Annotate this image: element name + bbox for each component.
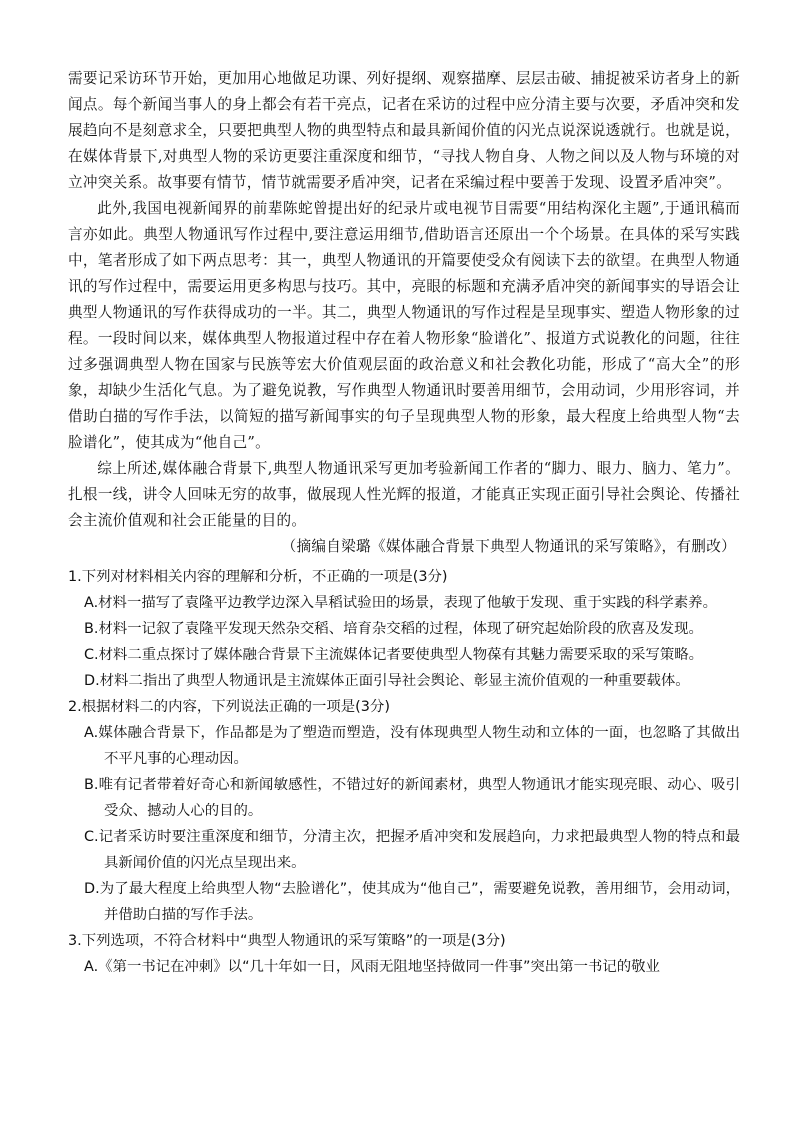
question xyxy=(68,564,740,694)
passage-paragraph: 需要记采访环节开始，更加用心地做足功课、列好提纲、观察描摩、层层击破、捕捉被采访者身上的新闻点。每个新闻当事人的身上都会有若干亮点，记者在采访的过程中应分清主要与次要，矛盾冲突和发展趋向不是刻意求全，只要把典型人物的典型特点和最具新闻价值的闪光点说深说透就行。也就是说，在媒体背景下,对典型人物的采访更要注重深度和细节，“寻找人物自身、人物之间以及人物与环境的对立冲突关系。故事要有情节，情节就需要矛盾冲突，记者在采编过程中要善于发现、设置矛盾冲突”。 xyxy=(68,70,740,191)
answer-option-a[interactable]: A.材料一描写了袁隆平边教学边深入旱稻试验田的场景，表现了他敏于发现、重于实践的科学素养。 xyxy=(84,595,717,611)
exam-page xyxy=(68,66,740,980)
question xyxy=(68,928,740,980)
question-list xyxy=(68,564,740,980)
passage-source: （摘编自梁璐《媒体融合背景下典型人物通讯的采写策略》，有删改） xyxy=(281,538,736,555)
answer-option-a[interactable]: A.媒体融合背景下，作品都是为了塑造而塑造，没有体现典型人物生动和立体的一面，也忽略了其做出不平凡事的心理动因。 xyxy=(84,725,740,767)
question xyxy=(68,694,740,928)
answer-option-b[interactable]: B.唯有记者带着好奇心和新闻敏感性，不错过好的新闻素材，典型人物通讯才能实现亮眼、动心、吸引受众、撼动人心的目的。 xyxy=(84,777,740,819)
answer-option-d[interactable]: D.为了最大程度上给典型人物“去脸谱化”，使其成为“他自己”，需要避免说教，善用细节，会用动词，并借助白描的写作手法。 xyxy=(84,881,740,923)
passage-paragraph: 此外,我国电视新闻界的前辈陈蛇曾提出好的纪录片或电视节目需要“用结构深化主题”,于通讯稿而言亦如此。典型人物通讯写作过程中,要注意运用细节,借助语言还原出一个个场景。在具体的采写实践中，笔者形成了如下两点思考：其一，典型人物通讯的开篇要使受众有阅读下去的欲望。在典型人物通讯的写作过程中，需要运用更多构思与技巧。其中，亮眼的标题和充满矛盾冲突的新闻事实的导语会让典型人物通讯的写作获得成功的一半。其二，典型人物通讯的写作过程是呈现事实、塑造人物形象的过程。一段时间以来，媒体典型人物报道过程中存在着人物形象“脸谱化”、报道方式说教化的问题，往往过多强调典型人物在国家与民族等宏大价值观层面的政治意义和社会教化功能，形成了“高大全”的形象，却缺少生活化气息。为了避免说教，写作典型人物通讯时要善用细节，会用动词，少用形容词，并借助白描的写作手法，以简短的描写新闻事实的句子呈现典型人物的形象，最大程度上给典型人物“去脸谱化”，使其成为“他自己”。 xyxy=(68,200,740,451)
question-stem: 2.根据材料二的内容，下列说法正确的一项是(3分) xyxy=(68,699,390,715)
answer-option-b[interactable]: B.材料一记叙了袁隆平发现天然杂交稻、培育杂交稻的过程，体现了研究起始阶段的欣喜及发现。 xyxy=(84,621,703,637)
answer-option-c[interactable]: C.记者采访时要注重深度和细节，分清主次，把握矛盾冲突和发展趋向，力求把最典型人物的特点和最具新闻价值的闪光点呈现出来。 xyxy=(84,829,740,871)
question-stem: 1.下列对材料相关内容的理解和分析，不正确的一项是(3分) xyxy=(68,569,448,585)
answer-option-a[interactable]: A.《第一书记在冲刺》以“几十年如一日，风雨无阻地坚持做同一件事”突出第一书记的敬业 xyxy=(84,959,660,975)
answer-option-c[interactable]: C.材料二重点探讨了媒体融合背景下主流媒体记者要使典型人物葆有其魅力需要采取的采写策略。 xyxy=(84,647,704,663)
reading-passage xyxy=(68,66,740,560)
passage-paragraph: 综上所述,媒体融合背景下,典型人物通讯采写更加考验新闻工作者的“脚力、眼力、脑力、笔力”。扎根一线，讲令人回味无穷的故事，做展现人性光辉的报道，才能真正实现正面引导社会舆论、传播社会主流价值观和社会正能量的目的。 xyxy=(68,460,740,529)
answer-option-d[interactable]: D.材料二指出了典型人物通讯是主流媒体正面引导社会舆论、彰显主流价值观的一种重要载体。 xyxy=(84,673,690,689)
question-stem: 3.下列选项，不符合材料中“典型人物通讯的采写策略”的一项是(3分) xyxy=(68,933,506,949)
